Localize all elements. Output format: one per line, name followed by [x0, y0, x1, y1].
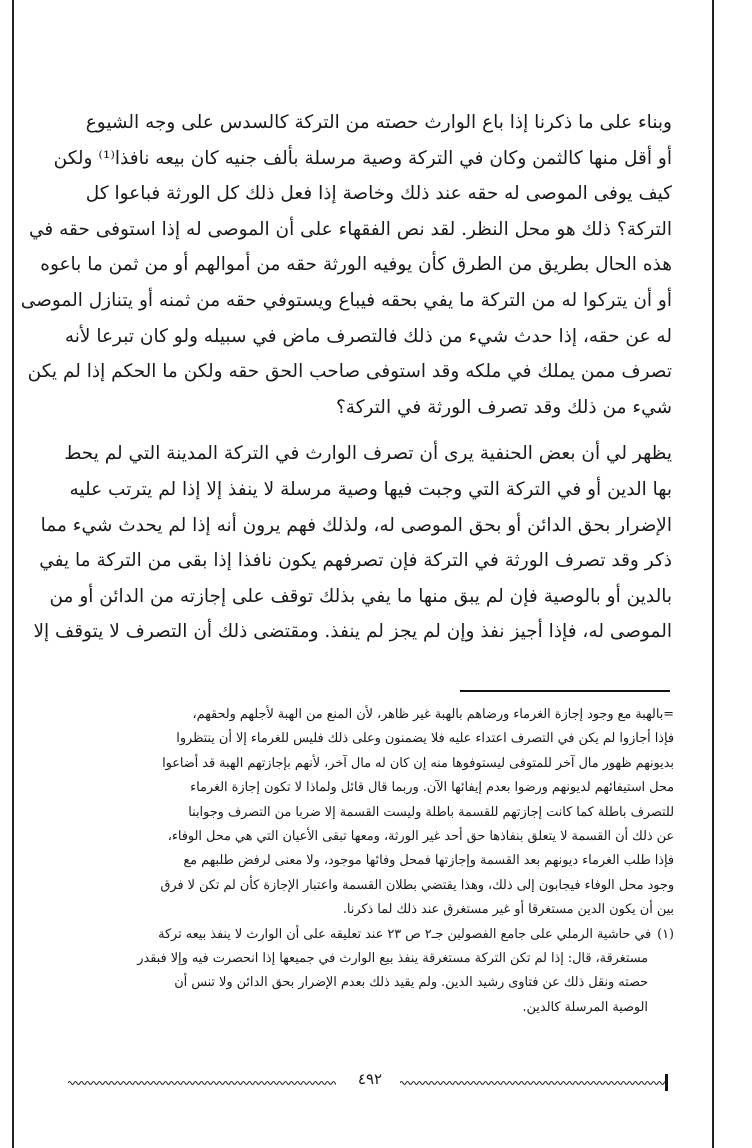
- footnote-continuation: [70, 703, 674, 923]
- text-line: تصرف ممن يملك في ملكه وقد استوفى صاحب الحق حقه ولكن ما الحكم إذا لم يكن: [27, 361, 672, 383]
- footnote-1: [70, 923, 674, 1021]
- footnote-line: بديونهم ظهور مال آخر للمتوفى ليستوفوها منه إن كان له مال آخر، لأنهم بإجازتهم الهبة قد أضاعوا: [162, 755, 674, 771]
- footnote-line: وجود محل الوفاء فيجابون إلى ذلك، وهذا يقتضي بطلان القسمة واعتبار الإجازة كأن لم تكن لا فرق: [160, 877, 674, 893]
- text-line: يظهر لي أن بعض الحنفية يرى أن تصرف الوارث في التركة المدينة التي لم يحط: [64, 443, 672, 465]
- text-line: الموصى له، فإذا أجيز نفذ وإن لم يجز لم ينفذ. ومقتضى ذلك أن التصرف لا يتوقف إلا: [33, 621, 672, 643]
- text-line: التركة؟ ذلك هو محل النظر. لقد نص الفقهاء على أن الموصى له إذا استوفى حقه في: [28, 218, 672, 240]
- footnote-line: بين أن يكون الدين مستغرقا أو غير مستغرق عند ذلك لما ذكرنا.: [342, 902, 674, 918]
- footnote-line: مستغرقة، قال: إذا لم تكن التركة مستغرقة ينفذ بيع الوارث في جميعها إذا انحصرت فيه وإلا فبقدر: [137, 951, 648, 967]
- footnote-line: =بالهبة مع وجود إجازة الغرماء ورضاهم بالهبة غير ظاهر، لأن المنع من الهبة لأجلهم ولحقهم،: [192, 707, 674, 722]
- footnote-text: في حاشية الرملي على جامع الفصولين جـ٢ ص ٢٣ عند تعليقه على أن الوارث لا ينفذ بيعه تركة: [158, 926, 652, 942]
- footnote-line: للتصرف باطلة كما كانت إجازتهم للقسمة باطلة وليست القسمة إلا ضربا من التصرف وجوابنا: [188, 804, 674, 820]
- page-edge-left: [12, 0, 14, 1148]
- text-line: بالدين أو بالوصية فإن لم يبق منها ما يفي بذلك توقف على إجازته من الدائن أو من: [49, 585, 672, 607]
- footer-ornament-right: [400, 1078, 665, 1088]
- footnote-separator: [460, 690, 670, 692]
- page-number: ٤٩٢: [357, 1070, 383, 1088]
- page-edge-right: [712, 0, 714, 1148]
- footnote-marker: (١): [657, 926, 674, 942]
- paragraph-2: [33, 436, 672, 650]
- footnote-line: الوصية المرسلة كالدين.: [522, 999, 648, 1015]
- footnotes: [70, 703, 674, 1020]
- paragraph-1: [20, 105, 672, 425]
- footnote-line: فإذا أجازوا لم يكن في التصرف اعتداء عليه فلا يضمنون وعلى ذلك فليس للغرماء إلا أن ينتظروا: [176, 731, 674, 747]
- text-line: شيء من ذلك وقد تصرف الورثة في التركة؟: [335, 396, 672, 418]
- text-line: بها الدين أو في التركة التي وجبت فيها وصية مرسلة لا ينفذ إلا إذا لم يترتب عليه: [69, 478, 672, 500]
- text-line: أو أقل منها كالثمن وكان في التركة وصية مرسلة بألف جنيه كان بيعه نافذا⁽¹⁾ ولكن: [53, 147, 672, 169]
- text-line: كيف يوفى الموصى له حقه عند ذلك وخاصة إذا فعل ذلك كل الورثة فباعوا كل: [85, 183, 672, 205]
- text-line: وبناء على ما ذكرنا إذا باع الوارث حصته من التركة كالسدس على وجه الشيوع: [85, 112, 672, 133]
- text-line: ذكر وقد تصرف الورثة في التركة فإن تصرفهم يكون نافذا إذا بقى من التركة ما يفي: [39, 550, 672, 572]
- text-line: له عن حقه، إذا حدث شيء من ذلك فالتصرف ماض في سبيله ولو كان تبرعا لأنه: [64, 325, 672, 347]
- text-line: هذه الحال بطريق من الطرق كأن يوفيه الورثة حقه من أموالهم أو من ثمن ما باعوه: [40, 254, 672, 276]
- footnote-line: [70, 923, 674, 947]
- text-line: الإضرار بحق الدائن أو بحق الموصى له، ولذلك فهم يرون أنه إذا لم يحدث شيء مما: [40, 514, 672, 536]
- footnote-line: عن ذلك أن القسمة لا يتعلق بنفاذها حق أحد غير الورثة، ومعها تبقى الأعيان التي هي محل الوفاء،: [167, 829, 674, 845]
- main-text: [20, 105, 672, 650]
- footnote-line: فإذا طلب الغرماء ديونهم بعد القسمة وإجازتها فمحل وفائها موجود، ولا معنى لرفض طلبهم مع: [183, 853, 674, 869]
- footer-bar: [665, 1074, 668, 1091]
- text-line: أو أن يتركوا له من التركة ما يفي بحقه فيباع ويستوفي حقه من ثمنه أو يتنازل الموصى: [20, 289, 672, 311]
- footnote-line: حصته ونقل ذلك عن فتاوى رشيد الدين. ولم يقيد ذلك بعدم الإضرار بحق الدائن ولا تنس أن: [174, 975, 648, 991]
- footnote-line: محل استيفائهم لديونهم ورضوا بعدم إيفائها الآن. وربما قال قائل ولماذا لا تكون إجازة الغرماء: [190, 780, 674, 796]
- page-footer: [62, 1072, 672, 1092]
- footer-ornament-left: [68, 1078, 336, 1088]
